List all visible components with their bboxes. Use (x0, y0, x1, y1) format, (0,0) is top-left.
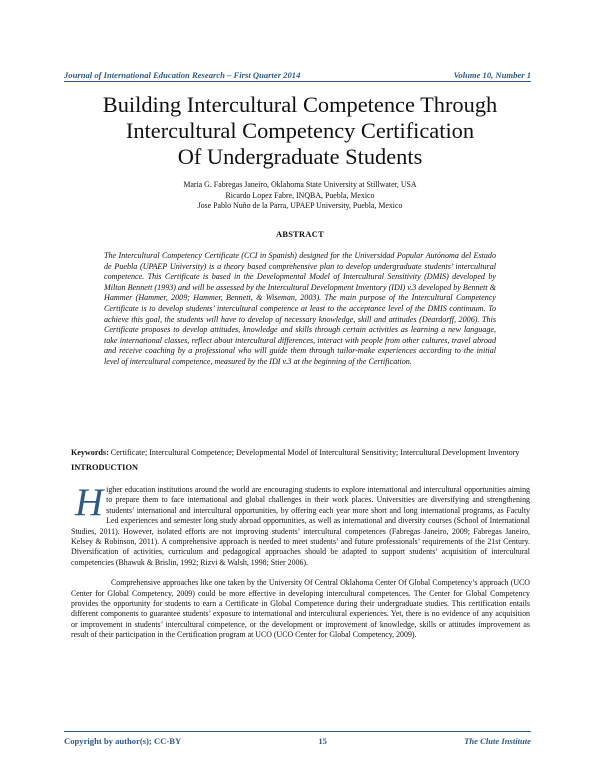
author-line: Maria G. Fabregas Janeiro, Oklahoma State University at Stillwater, USA (183, 180, 417, 189)
title-line: Of Undergraduate Students (177, 144, 423, 170)
author-line: Ricardo Lopez Fabre, INQBA, Puebla, Mexico (225, 190, 375, 200)
author-line: Jose Pablo Nuño de la Parra, UPAEP University, Puebla, Mexico (197, 201, 403, 210)
introduction-heading: INTRODUCTION (71, 463, 139, 472)
abstract-heading: ABSTRACT (275, 230, 324, 239)
volume-number: Volume 10, Number 1 (453, 70, 531, 80)
paragraph: Comprehensive approaches like one taken by the University Of Central Oklahoma Center Of Global Competency’s approach (UCO Center for Global Competency, 2009) could be more effective in developing intercultural competences. The Center for Global Competency provides the opportunity for students to earn a Certificate in Global Competence during their undergraduate studies. This certification entails different components to guarantee students’ exposure to international and intercultural experiences. Yet, there is no evidence of any acquisition or improvement in students’ intercultural competence, or the development or improvement of knowledge, skills or attitudes improvement as result of their participation in the Certification program at UCO (UCO Center for Global Competency, 2009). (71, 578, 530, 640)
keywords-label: Keywords: (71, 448, 109, 457)
journal-name: Journal of International Education Research – First Quarter 2014 (64, 70, 301, 80)
publisher-name: The Clute Institute (464, 736, 531, 746)
footer-divider (64, 731, 531, 732)
keywords (71, 447, 530, 458)
running-header (64, 70, 531, 80)
copyright-notice: Copyright by author(s); CC-BY (64, 736, 182, 746)
paragraph (71, 481, 530, 568)
header-divider (64, 81, 531, 82)
paragraph-text: igher education institutions around the world are encouraging students to explore international and intercultural opportunities aiming to prepare them to face international and global challenges in their work places. Universities are diversifying and strengthening students’ international and intercultural opportunities, by offering each year more short and long international programs, as Faculty Led experiences and semester long study abroad opportunities, as well as international and diversity courses (School of International Studies, 2011). However, isolated efforts are not improving students’ intercultural competences (Fabregas Janeiro, 2009; Fabregas Janeiro, Kelsey & Robinson, 2011). A comprehensive approach is needed to meet students’ and future professionals’ requirements of the 21st Century. Diversification of activities, curriculum and pedagogical approaches should be adapted to support students’ acquisition of intercultural competencies (Bhawuk & Brislin, 1992; Rizvi & Walsh, 1998; Stier 2006). (71, 485, 530, 567)
abstract-text: The Intercultural Competency Certificate (CCI in Spanish) designed for the Universidad Popular Autónoma del Estado de Puebla (UPAEP University) is a theory based comprehensive plan to develop undergraduate students’ intercultural competence. This Certificate is based in the Developmental Model of Intercultural Sensitivity (DMIS) developed by Milton Bennett (1993) and will be assessed by the Intercultural Development Inventory (IDI) v.3 developed by Bennett & Hammer (Hammer, 2009; Hammer, Bennett, & Wiseman, 2003). The main purpose of the Intercultural Competency Certificate is to develop students’ intercultural competence at least to the acceptance level of the DMIS continuum. To achieve this goal, the students will have to develop of necessary knowledge, skill and attitudes (Deardorff, 2006). This Certificate proposes to develop attitudes, knowledge and skills through certain activities as learning a new language, take international classes, reflect about intercultural differences, interact with people from other cultures, travel abroad and receive coaching by a professional who will guide them through tailor-make experiences according to the initial level of intercultural competence, measured by the IDI v.3 at the beginning of the Certification. (104, 251, 496, 366)
paper-title (60, 92, 540, 171)
author-list (60, 180, 540, 212)
title-line: Intercultural Competency Certification (125, 118, 475, 144)
page-number: 15 (318, 736, 327, 746)
running-footer (64, 736, 531, 746)
introduction-body (71, 481, 530, 641)
drop-cap: H (75, 481, 104, 524)
title-line: Building Intercultural Competence Through (102, 92, 498, 117)
keywords-text: Certificate; Intercultural Competence; Developmental Model of Intercultural Sensitivity; Intercultural Development Inventory (110, 448, 520, 457)
